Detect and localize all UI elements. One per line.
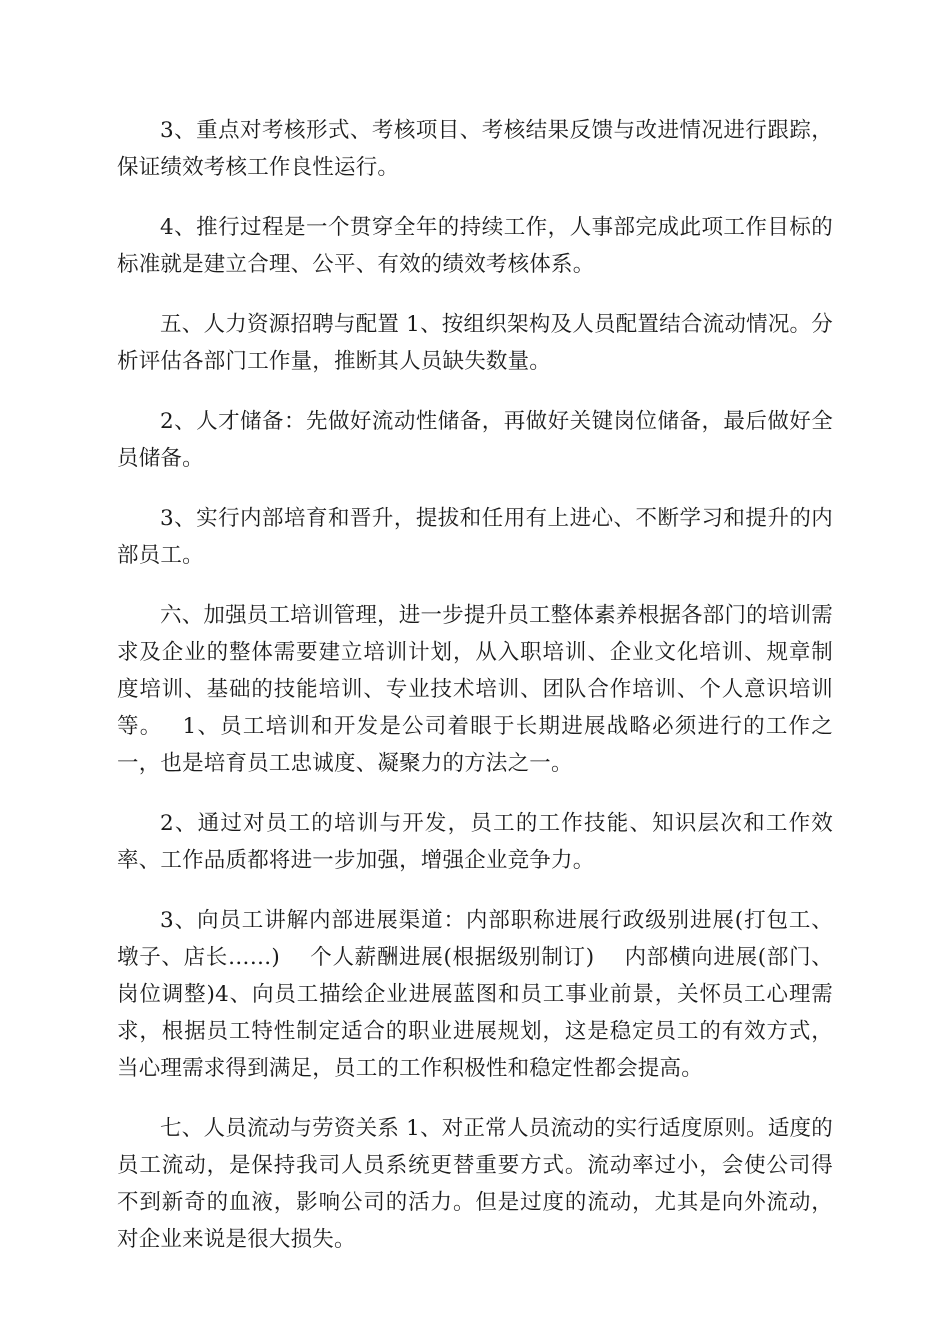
paragraph-staff-turnover-heading: 七、人员流动与劳资关系 1、对正常人员流动的实行适度原则。适度的员工流动，是保持我司人员系统更替重要方式。流动率过小，会使公司得不到新奇的血液，影响公司的活力。但是过度的流动，尤其是向外流动，对企业来说是很大损失。 bbox=[117, 1116, 833, 1252]
paragraph-training-benefits: 2、通过对员工的培训与开发，员工的工作技能、知识层次和工作效率、工作品质都将进一步加强，增强企业竞争力。 bbox=[117, 811, 833, 873]
paragraph-training-heading: 六、加强员工培训管理，进一步提升员工整体素养根据各部门的培训需求及企业的整体需要建立培训计划，从入职培训、企业文化培训、规章制度培训、基础的技能培训、专业技术培训、团队合作培训、个人意识培训等。 1、员工培训和开发是公司着眼于长期进展战略必须进行的工作之一，也是培育员工忠诚度、凝聚力的方法之一。 bbox=[117, 603, 833, 776]
paragraph-career-development: 3、向员工讲解内部进展渠道：内部职称进展行政级别进展(打包工、墩子、店长……) 个人薪酬进展(根据级别制订) 内部横向进展(部门、岗位调整)4、向员工描绘企业进展蓝图和员工事业前景，关怀员工心理需求，根据员工特性制定适合的职业进展规划，这是稳定员工的有效方式，当心理需求得到满足，员工的工作积极性和稳定性都会提高。 bbox=[117, 908, 833, 1081]
paragraph-kpi-system: 4、推行过程是一个贯穿全年的持续工作，人事部完成此项工作目标的标准就是建立合理、公平、有效的绩效考核体系。 bbox=[117, 215, 833, 277]
paragraph-talent-reserve: 2、人才储备：先做好流动性储备，再做好关键岗位储备，最后做好全员储备。 bbox=[117, 409, 833, 471]
paragraph-internal-promotion: 3、实行内部培育和晋升，提拔和任用有上进心、不断学习和提升的内部员工。 bbox=[117, 506, 833, 568]
paragraph-recruitment-heading: 五、人力资源招聘与配置 1、按组织架构及人员配置结合流动情况。分析评估各部门工作量，推断其人员缺失数量。 bbox=[117, 312, 833, 374]
document-body bbox=[117, 112, 833, 1281]
paragraph-kpi-tracking: 3、重点对考核形式、考核项目、考核结果反馈与改进情况进行跟踪，保证绩效考核工作良性运行。 bbox=[117, 118, 833, 180]
